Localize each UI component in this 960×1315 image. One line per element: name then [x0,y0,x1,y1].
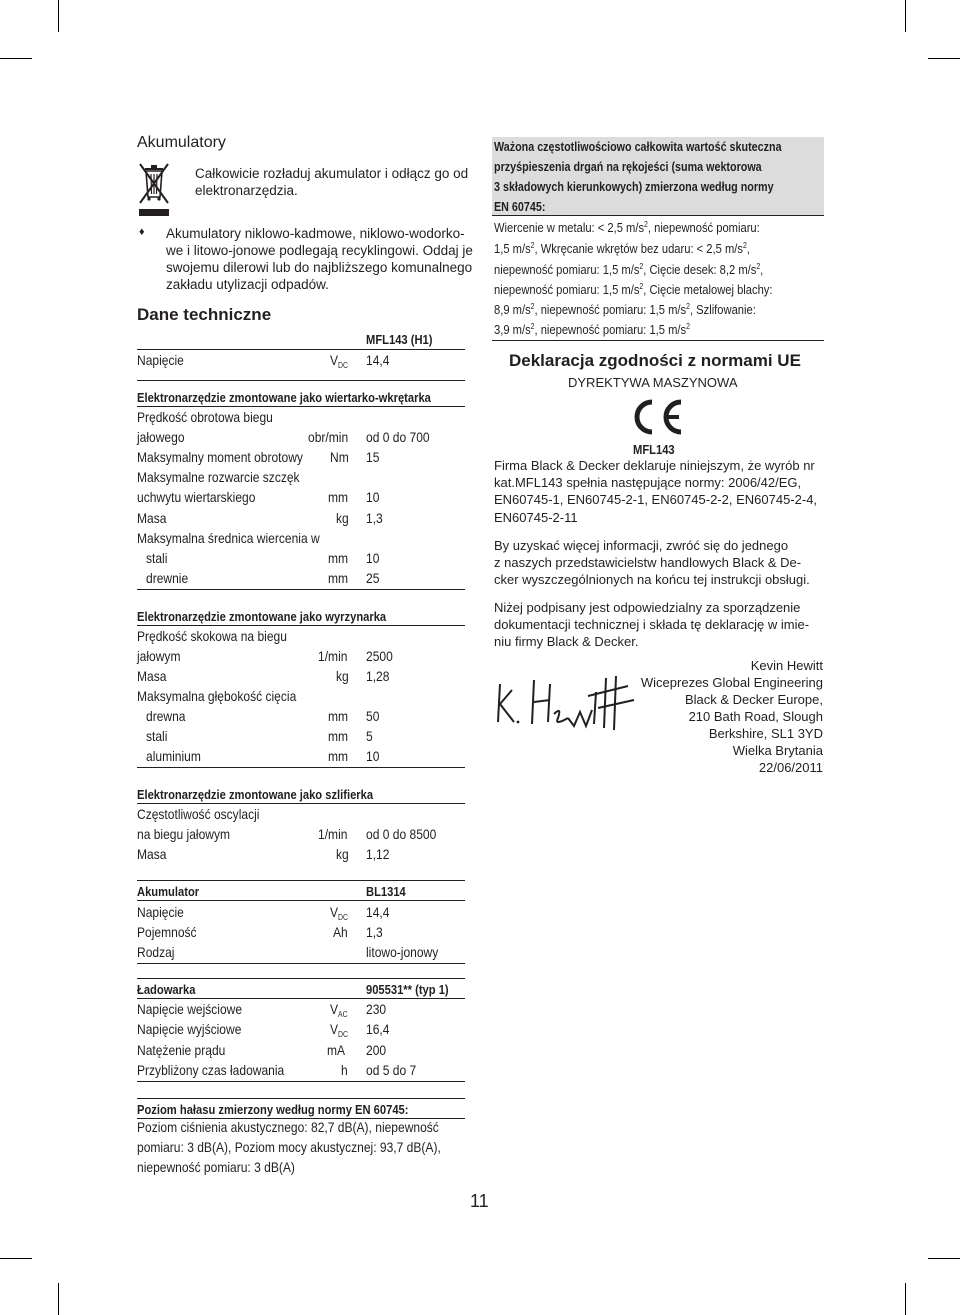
icon-text-line: Całkowicie rozładuj akumulator i odłącz go od [195,166,469,181]
spec-label: Maksymalna średnica wiercenia w [137,530,320,546]
signatory-title: Wiceprezes Global Engineering [640,675,823,690]
declaration-subtitle: DYREKTYWA MASZYNOWA [568,375,738,390]
divider [137,1081,465,1082]
spec-value: 10 [366,489,380,505]
crop-mark [0,1258,32,1259]
spec-value: 10 [366,550,380,566]
divider [137,1098,465,1099]
crop-mark [58,0,59,32]
spec-unit: h [341,1062,348,1078]
recycling-text-line: we i litowo-jonowe podlegają recyklingowi. Oddaj je [166,243,473,258]
group-header: Akumulator [137,884,200,899]
spec-label: drewnie [146,570,189,586]
declaration-text-line: Firma Black & Decker deklaruje niniejszym, że wyrób nr [494,458,815,473]
divider [137,349,465,350]
vibration-text-line: 8,9 $m/s^2$, niepewność pomiaru: 1,5 $m/s^2$, Szlifowanie: [494,302,756,317]
spec-unit: $V_{DC}$ [330,1021,348,1039]
vibration-text-line: 1,5 $m/s^2$, Wkręcanie wkrętów bez udaru: < 2,5 $m/s^2$, [494,241,750,256]
vibration-text-line: 3,9 $m/s^2$, niepewność pomiaru: 1,5 $m/s^2$ [494,322,690,337]
crop-mark [905,1283,906,1315]
spec-label: Napięcie [137,352,184,368]
spec-value: 1,28 [366,668,390,684]
vibration-header-line: Ważona częstotliwościowo całkowita wartość skuteczna [494,140,782,154]
spec-unit: kg [336,668,349,684]
spec-label: jałowym [137,648,181,664]
spec-value: 14,4 [366,352,390,368]
signature-block [580,657,823,776]
vibration-text-line: niepewność pomiaru: 1,5 $m/s^2$, Cięcie metalowej blachy: [494,282,773,297]
recycling-text-line: zakładu utylizacji odpadów. [166,277,329,292]
spec-label: Pojemność [137,924,197,940]
spec-unit: mm [328,728,349,744]
spec-label: drewna [146,708,186,724]
spec-value: 5 [366,728,373,744]
declaration-text-line: cker wyszczególnionych na końcu tej instrukcji obsługi. [494,572,810,587]
spec-label: Prędkość skokowa na biegu [137,628,287,644]
battery-model: BL1314 [366,884,406,899]
spec-value: 14,4 [366,904,390,920]
bullet: ♦ [139,226,145,238]
spec-unit: kg [336,846,349,862]
divider [137,803,465,804]
spec-unit: 1/min [318,826,348,842]
spec-label: Masa [137,846,167,862]
declaration-text-line: EN60745-2-11 [494,510,578,525]
spec-label: aluminium [146,748,201,764]
crop-mark [928,1258,960,1259]
spec-value: od 0 do 8500 [366,826,437,842]
spec-label: Częstotliwość oscylacji [137,806,260,822]
spec-label: jałowego [137,429,185,445]
spec-unit: mA [327,1042,346,1058]
divider [137,880,465,881]
crop-mark [928,58,960,59]
spec-unit: mm [328,489,349,505]
divider [137,380,465,381]
spec-unit: obr/min [308,429,349,445]
spec-value: 230 [366,1001,387,1017]
page-number: 11 [470,1191,489,1211]
spec-unit: mm [328,708,349,724]
noise-text-line: Poziom ciśnienia akustycznego: 82,7 dB(A), niepewność [137,1119,439,1135]
divider [137,963,465,964]
spec-unit: $V_{DC}$ [330,352,348,370]
address-line: Black & Decker Europe, [684,692,823,707]
vibration-header-line: EN 60745: [494,200,546,214]
declaration-text-line: Niżej podpisany jest odpowiedzialny za sporządzenie [494,600,801,615]
divider [137,625,465,626]
spec-label: Napięcie wejściowe [137,1001,243,1017]
spec-unit: Nm [330,449,349,465]
noise-text-line: pomiaru: 3 dB(A), Poziom mocy akustycznej: 93,7 dB(A), [137,1139,441,1155]
spec-label: na biegu jałowym [137,826,231,842]
spec-value: 200 [366,1042,387,1058]
recycling-text-line: Akumulatory niklowo-kadmowe, niklowo-wodorko- [166,226,465,241]
declaration-text-line: z naszych przedstawicielstw handlowych Black & De- [494,555,802,570]
spec-unit: 1/min [318,648,348,664]
group-header: Elektronarzędzie zmontowane jako szlifierka [137,787,374,802]
recycling-text-line: swojemu dilerowi lub do najbliższego komunalnego [166,260,473,275]
charger-model: 905531** (typ 1) [366,982,449,997]
declaration-text-line: niu firmy Black & Decker. [494,634,639,649]
crop-mark [905,0,906,32]
spec-label: Masa [137,668,167,684]
divider [137,978,465,979]
divider [137,998,465,999]
divider [137,767,465,768]
section-title-akumulatory: Akumulatory [137,134,226,151]
spec-unit: kg [336,510,349,526]
spec-value: 50 [366,708,380,724]
divider [137,589,465,590]
spec-value: 1,3 [366,510,383,526]
declaration-text-line: By uzyskać więcej informacji, zwróć się do jednego [494,538,789,553]
divider [492,340,824,341]
spec-label: stali [146,728,168,744]
crossed-bin-icon [137,161,171,217]
spec-label: Natężenie prądu [137,1042,226,1058]
address-line: Berkshire, SL1 3YD [708,726,823,741]
vibration-text-line: niepewność pomiaru: 1,5 $m/s^2$, Cięcie desek: 8,2 $m/s^2$, [494,262,764,277]
spec-label: Maksymalny moment obrotowy [137,449,303,465]
divider [492,215,824,216]
crop-mark [58,1283,59,1315]
spec-value: 2500 [366,648,393,664]
noise-text-line: niepewność pomiaru: 3 dB(A) [137,1159,295,1175]
spec-value: od 5 do 7 [366,1062,417,1078]
address-line: Wielka Brytania [732,743,823,758]
group-header: Elektronarzędzie zmontowane jako wyrzynarka [137,609,387,624]
signature-date: 22/06/2011 [758,760,823,775]
spec-unit: Ah [333,924,348,940]
declaration-title: Deklaracja zgodności z normami UE [509,351,801,370]
spec-value: 25 [366,570,380,586]
spec-label: Masa [137,510,167,526]
spec-value: litowo-jonowy [366,944,439,960]
crop-mark [0,58,32,59]
spec-label: Napięcie wyjściowe [137,1021,242,1037]
spec-label: Prędkość obrotowa biegu [137,409,273,425]
icon-text-line: elektronarzędzia. [195,183,298,198]
spec-unit: mm [328,748,349,764]
spec-value: 16,4 [366,1021,390,1037]
declaration-model: MFL143 [633,442,675,457]
vibration-text-line: Wiercenie w metalu: < 2,5 $m/s^2$, niepewność pomiaru: [494,220,760,235]
group-header: Poziom hałasu zmierzony według normy EN 60745: [137,1102,409,1117]
vibration-header-line: 3 składowych kierunkowych) zmierzona według normy [494,180,774,194]
group-header: Ładowarka [137,982,196,997]
divider [137,900,465,901]
section-title-dane: Dane techniczne [137,305,272,324]
spec-label: Maksymalne rozwarcie szczęk [137,469,300,485]
ce-mark-icon [629,397,687,437]
address-line: 210 Bath Road, Slough [688,709,823,724]
spec-unit: mm [328,550,349,566]
model-column-header: MFL143 (H1) [366,332,433,347]
spec-label: Rodzaj [137,944,175,960]
spec-label: Maksymalna głębokość cięcia [137,688,297,704]
declaration-text-line: EN60745-1, EN60745-2-1, EN60745-2-2, EN60745-2-4, [494,492,818,507]
declaration-text-line: kat.MFL143 spełnia następujące normy: 2006/42/EG, [494,475,802,490]
vibration-header-line: przyśpieszenia drgań na rękojeści (suma wektorowa [494,160,762,174]
spec-label: stali [146,550,168,566]
spec-value: 1,12 [366,846,390,862]
spec-label: uchwytu wiertarskiego [137,489,256,505]
spec-value: 1,3 [366,924,383,940]
signatory-name: Kevin Hewitt [750,658,823,673]
spec-unit: mm [328,570,349,586]
spec-unit: $V_{AC}$ [330,1001,348,1019]
declaration-text-line: dokumentacji technicznej i składa tę deklarację w imie- [494,617,810,632]
spec-unit: $V_{DC}$ [330,904,348,922]
group-header: Elektronarzędzie zmontowane jako wiertarko-wkrętarka [137,390,431,405]
spec-value: od 0 do 700 [366,429,430,445]
spec-value: 15 [366,449,380,465]
spec-label: Przybliżony czas ładowania [137,1062,285,1078]
spec-value: 10 [366,748,380,764]
spec-label: Napięcie [137,904,184,920]
divider [137,406,465,407]
